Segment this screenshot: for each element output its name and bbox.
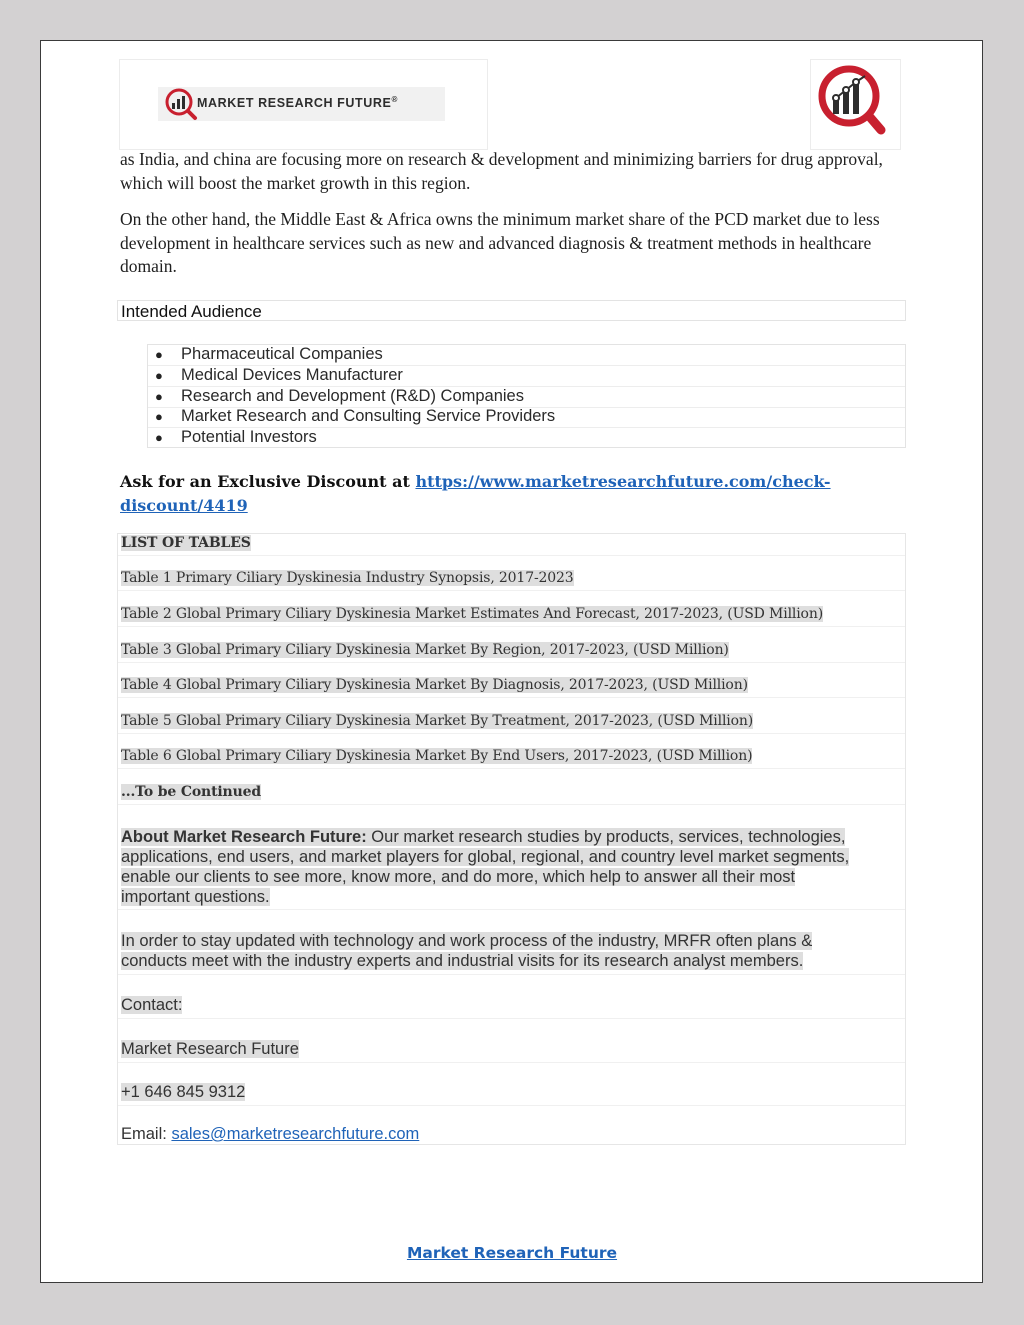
table-entry: Table 4 Global Primary Ciliary Dyskinesia Market By Diagnosis, 2017-2023, (USD Million) xyxy=(121,677,748,693)
table-entry: Table 2 Global Primary Ciliary Dyskinesia Market Estimates And Forecast, 2017-2023, (USD Million) xyxy=(121,606,824,622)
about-line2 xyxy=(121,847,849,868)
table-row xyxy=(118,711,905,734)
magnifier-chart-icon xyxy=(811,60,900,149)
discount-callout xyxy=(120,470,880,517)
discount-url-part2[interactable]: discount/4419 xyxy=(120,495,248,515)
table-entry: Table 5 Global Primary Ciliary Dyskinesia Market By Treatment, 2017-2023, (USD Million) xyxy=(121,713,754,729)
list-item-label: Research and Development (R&D) Companies xyxy=(181,387,524,405)
list-item-label: Market Research and Consulting Service Providers xyxy=(181,407,556,425)
list-item xyxy=(148,428,905,448)
contact-company: Market Research Future xyxy=(121,1040,299,1058)
bullet-icon: ● xyxy=(155,430,163,445)
bullet-icon: ● xyxy=(155,409,163,424)
about-text-4: important questions. xyxy=(121,888,270,906)
about-line3 xyxy=(121,867,795,888)
table-entry: Table 6 Global Primary Ciliary Dyskinesia Market By End Users, 2017-2023, (USD Million) xyxy=(121,748,753,764)
email-link[interactable]: sales@marketresearchfuture.com xyxy=(171,1125,420,1143)
list-item xyxy=(148,345,905,366)
list-item-label: Medical Devices Manufacturer xyxy=(181,366,403,384)
logo-text: MARKET RESEARCH FUTURE® xyxy=(197,95,398,111)
brand-logo-banner xyxy=(120,60,487,149)
contact-phone: +1 646 845 9312 xyxy=(121,1083,246,1101)
bullet-icon: ● xyxy=(155,368,163,383)
list-item-label: Pharmaceutical Companies xyxy=(181,345,383,363)
list-item xyxy=(148,366,905,387)
intended-audience-heading xyxy=(117,300,906,321)
audience-list xyxy=(147,344,906,448)
about-text-3: enable our clients to see more, know more, and do more, which help to answer all their most xyxy=(121,868,796,886)
continued-row xyxy=(118,782,905,805)
table-row xyxy=(118,568,905,591)
about-label: About Market Research Future: xyxy=(121,828,367,846)
table-row xyxy=(118,746,905,769)
table-row xyxy=(118,604,905,627)
discount-url-part1[interactable]: https://www.marketresearchfuture.com/check- xyxy=(415,472,831,491)
update-line1 xyxy=(121,931,812,952)
about-line4 xyxy=(121,887,270,908)
bullet-icon: ● xyxy=(155,389,163,404)
list-item xyxy=(148,387,905,408)
discount-label: Ask for an Exclusive Discount at xyxy=(120,472,416,491)
magnifier-chart-icon xyxy=(164,87,198,121)
footer-link[interactable]: Market Research Future xyxy=(406,1244,618,1262)
about-text-1: Our market research studies by products, services, technologies, xyxy=(366,828,846,846)
brand-icon-logo xyxy=(811,60,900,149)
update-block xyxy=(118,930,905,975)
bullet-icon: ● xyxy=(155,347,163,362)
company-row xyxy=(118,1038,905,1063)
paragraph-region-growth: as India, and china are focusing more on research & development and minimizing barriers for drug approval, which will boost the market growth in this region. xyxy=(120,149,883,193)
about-block xyxy=(118,825,905,910)
table-entry: Table 1 Primary Ciliary Dyskinesia Industry Synopsis, 2017-2023 xyxy=(121,570,574,586)
list-item-label: Potential Investors xyxy=(181,428,317,446)
contact-label: Contact: xyxy=(121,996,183,1014)
email-label: Email: xyxy=(121,1125,172,1143)
update-line2 xyxy=(121,951,803,972)
update-text-1: In order to stay updated with technology and work process of the industry, MRFR often plans & xyxy=(121,932,813,950)
phone-row xyxy=(118,1081,905,1106)
update-text-2: conducts meet with the industry experts and industrial visits for its research analyst members. xyxy=(121,952,804,970)
table-row xyxy=(118,640,905,663)
list-item xyxy=(148,407,905,428)
paragraph-mea-share: On the other hand, the Middle East & Africa owns the minimum market share of the PCD market due to less development in healthcare services such as new and advanced diagnosis & treatment methods in healthcare domain. xyxy=(120,209,880,276)
to-be-continued: ...To be Continued xyxy=(121,784,262,800)
contact-row xyxy=(118,994,905,1019)
tables-section xyxy=(117,533,906,1145)
about-line1 xyxy=(121,827,845,848)
email-row xyxy=(118,1124,905,1144)
list-of-tables-heading-row xyxy=(118,534,905,556)
list-of-tables-heading: LIST OF TABLES xyxy=(121,535,251,551)
table-entry: Table 3 Global Primary Ciliary Dyskinesia Market By Region, 2017-2023, (USD Million) xyxy=(121,642,729,658)
table-row xyxy=(118,675,905,698)
heading-text: Intended Audience xyxy=(121,302,262,321)
about-text-2: applications, end users, and market players for global, regional, and country level market segments, xyxy=(121,848,850,866)
